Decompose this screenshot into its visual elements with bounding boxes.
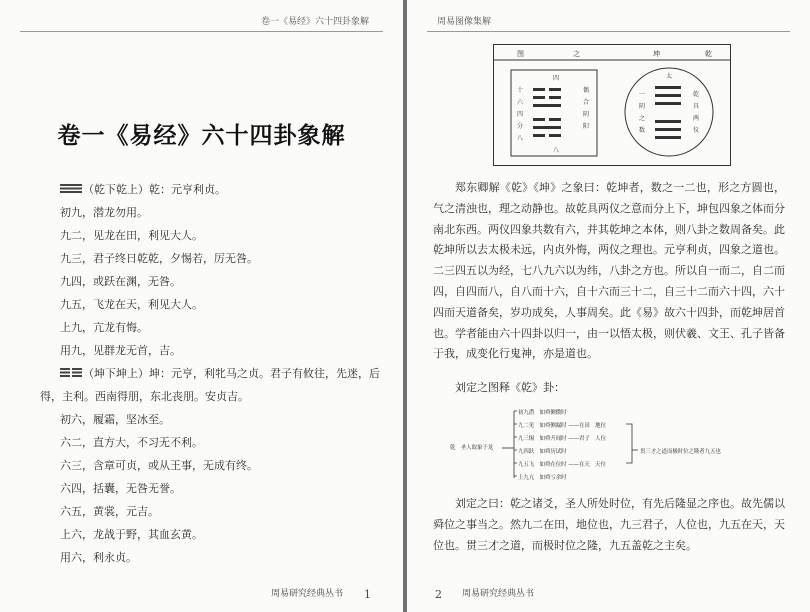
running-head: 周易图像集解	[437, 17, 492, 27]
paragraph-liu-dingzhi: 刘定之曰：乾之诸爻，圣人所处时位，有先后隆显之序也。故先儒以舜位之事当之。然九二在田，地位也，九三君子，人位也，九五在天，天位也。贯三才之道，而极时位之隆，九五盖乾之主矣。	[433, 497, 785, 552]
qian-line-6: 上九，亢龙有悔。	[60, 321, 148, 334]
banner-char-4: 乾	[705, 50, 712, 58]
diagram-row-3: 九三惕 如舜升闻时 ——君子 人位	[518, 436, 606, 442]
diagram-row-1: 初九潜 如舜侧微时	[518, 410, 567, 416]
chapter-title: 卷一《易经》六十四卦象解	[57, 122, 346, 149]
circle-left-char-1: 一	[639, 91, 646, 98]
header-rule	[427, 31, 790, 32]
panel-left-char-4: 分	[517, 123, 524, 130]
liu-dingzhi-diagram	[450, 404, 780, 486]
diagram-row-2: 九二见 如舜侧漏时 ——在田 地位	[518, 423, 606, 429]
paragraph-zheng-dongqing: 郑东卿解《乾》《坤》之象曰：乾坤者，数之一二也，形之方圆也，气之清浊也，理之动静也。故乾具两仪之意而分上下，坤包四象之体而分南北东西。两仪四象共数有六，并其乾坤之本体，则八卦之数周备矣。此乾坤所以去太极未远，内贞外悔，两仪之理也。元亨利贞，四象之道也。二三四五以为经，七八九六以为纬，八卦之方也。所以自一而二，自二而四，自四而八，自八而十六，自十六而三十二，自三十二而六十四，六十四而天道备矣，岁功成矣，人事周矣。此《易》故六十四卦，而乾坤居首也。学者能由六十四卦以归一，由一以悟太极，则伏羲、文王、孔子皆备于我，成变化行鬼神，亦是道也。	[433, 181, 785, 361]
circle-left-char-2: 阴	[639, 103, 646, 110]
page-2	[407, 0, 810, 612]
qian-hexagram-icon	[60, 184, 82, 194]
paragraph-liu-intro: 刘定之图释《乾》卦：	[455, 381, 565, 394]
qian-line-3: 九三，君子终日乾乾，夕惕若，厉无咎。	[60, 252, 258, 265]
circle-left-char-4: 数	[639, 127, 646, 134]
diagram-row-5: 九五飞 如舜在位时 ——在天 天位	[518, 462, 606, 468]
page-number: 2	[435, 588, 442, 601]
qian-line-2: 九二，见龙在田，利见大人。	[60, 229, 203, 242]
header-rule	[20, 31, 383, 32]
kun-header	[60, 362, 380, 385]
kun-line-1: 初六，履霜，坚冰至。	[60, 413, 170, 426]
circle-right-char-4: 仪	[693, 127, 700, 134]
qian-header-text: （乾下乾上）乾：元亨利贞。	[83, 183, 226, 196]
panel-right-char-1: 偶	[583, 87, 590, 94]
qian-trigram-bars	[655, 86, 681, 139]
kun-line-2: 六二，直方大，不习无不利。	[60, 436, 203, 449]
panel-right-char-4: 阳	[583, 123, 590, 130]
qian-kun-diagram	[493, 44, 731, 166]
footer-series: 周易研究经典丛书	[462, 589, 535, 599]
page-1	[0, 0, 403, 612]
panel-top-char: 四	[553, 75, 560, 82]
page-number: 1	[364, 588, 371, 601]
circle-left-char-3: 之	[639, 115, 646, 122]
diagram-row-6: 上九亢 如舜亏余时	[518, 475, 567, 481]
circle-top-char: 太	[666, 73, 673, 80]
kun-line-3: 六三，含章可贞，或从王事，无成有终。	[60, 459, 258, 472]
circle-right-char-3: 两	[693, 115, 700, 122]
circle-right-char-2: 具	[693, 103, 700, 110]
panel-left-char-1: 十	[517, 87, 524, 94]
panel-left-char-3: 四	[517, 111, 524, 118]
panel-bottom-char: 八	[553, 147, 560, 154]
kun-line-4: 六四，括囊，无咎无誉。	[60, 482, 181, 495]
diagram-row-4: 九四跃 如舜历试时	[518, 449, 567, 455]
diagram-left-label: 乾 圣人取象于龙	[450, 445, 494, 451]
qian-line-5: 九五，飞龙在天，利见大人。	[60, 298, 203, 311]
kun-line-7: 用六，利永贞。	[60, 551, 137, 564]
banner-char-1: 图	[517, 50, 524, 58]
banner-char-3: 坤	[653, 50, 660, 58]
panel-left-char-2: 六	[517, 99, 524, 106]
kun-trigram-bars	[533, 88, 561, 137]
circle-right-char-1: 乾	[693, 91, 700, 98]
kun-header-text: （坤下坤上）坤：元亨，利牝马之贞。君子有攸往，先迷，后	[83, 367, 380, 380]
kun-line-6: 上六，龙战于野，其血玄黄。	[60, 528, 203, 541]
kun-hexagram-icon	[60, 368, 82, 378]
footer-series: 周易研究经典丛书	[270, 589, 343, 599]
running-head: 卷一《易经》六十四卦象解	[260, 17, 369, 27]
qian-line-4: 九四，或跃在渊，无咎。	[60, 275, 181, 288]
panel-left-char-5: 八	[517, 135, 524, 142]
kun-line-5: 六五，黄裳，元吉。	[60, 505, 159, 518]
panel-right-char-2: 合	[583, 99, 590, 106]
banner-char-2: 之	[573, 50, 580, 58]
panel-right-char-3: 阴	[583, 111, 590, 118]
hexagram-text	[40, 178, 380, 569]
qian-header	[60, 178, 380, 201]
kun-header-cont: 得，主利。西南得朋，东北丧朋。安贞吉。	[40, 390, 249, 403]
diagram-right-label: 贯三才之道而极时位之隆者九五也	[640, 449, 721, 455]
qian-line-1: 初九，潜龙勿用。	[60, 206, 148, 219]
qian-line-7: 用九，见群龙无首，吉。	[60, 344, 181, 357]
